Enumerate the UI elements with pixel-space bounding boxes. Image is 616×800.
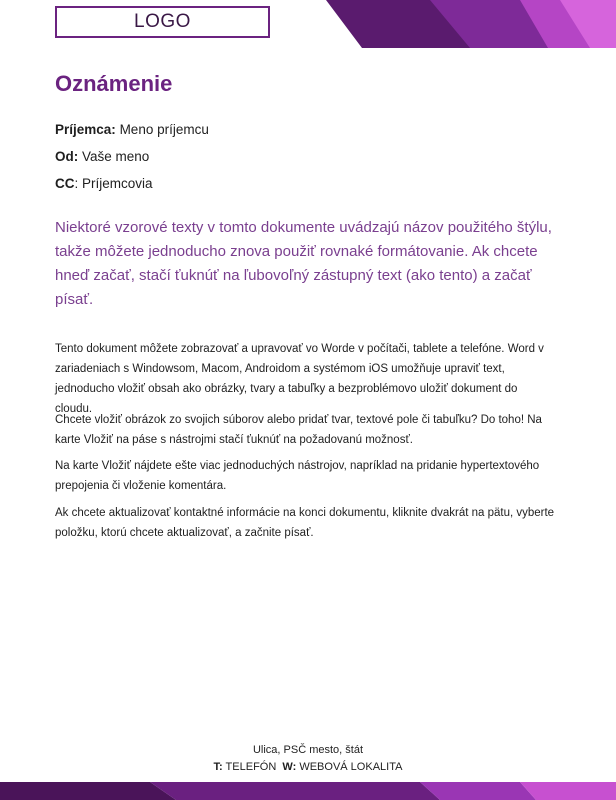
sender-label: Od:: [55, 149, 79, 164]
body-paragraph-3[interactable]: Na karte Vložiť nájdete ešte viac jednoduchých nástrojov, napríklad na pridanie hypertextového prepojenia či vloženie komentára.: [55, 460, 540, 492]
logo-placeholder[interactable]: [55, 6, 270, 38]
lead-paragraph[interactable]: Niektoré vzorové texty v tomto dokumente uvádzajú názov použitého štýlu, takže môžete jednoducho znova použiť rovnaké formátovanie. Ak chcete hneď začať, stačí ťuknúť na ľubovoľný zástupný text (ako tento) a začať písať.: [55, 219, 552, 308]
cc-label: CC: [55, 176, 75, 191]
web-value: WEBOVÁ LOKALITA: [296, 761, 403, 773]
logo-text: LOGO: [134, 11, 191, 32]
cc-line[interactable]: [55, 176, 153, 191]
footer-address[interactable]: Ulica, PSČ mesto, štát: [252, 744, 364, 756]
recipient-line[interactable]: [55, 122, 209, 137]
cc-value: : Príjemcovia: [74, 176, 153, 191]
footer-decoration: [0, 782, 616, 800]
footer-contact[interactable]: [0, 761, 616, 773]
phone-value: TELEFÓN: [222, 761, 277, 773]
document-title[interactable]: Oznámenie: [55, 71, 173, 96]
phone-label: T:: [213, 761, 223, 773]
body-paragraph-1[interactable]: Tento dokument môžete zobrazovať a upravovať vo Worde v počítači, tablete a telefóne. Word v zariadeniach s Windowsom, Macom, Androidom a systémom iOS umožňuje upraviť text, jednoducho vložiť obsah ako obrázky, tvary a tabuľky a bezproblémovo uložiť dokument do cloudu.: [55, 343, 544, 415]
body-paragraph-2[interactable]: Chcete vložiť obrázok zo svojich súborov alebo pridať tvar, textové pole či tabuľku? Do toho! Na karte Vložiť na páse s nástrojmi stačí ťuknúť na požadovanú možnosť.: [55, 414, 542, 446]
recipient-label: Príjemca:: [55, 122, 116, 137]
body-paragraph-4[interactable]: Ak chcete aktualizovať kontaktné informácie na konci dokumentu, kliknite dvakrát na pätu, vyberte položku, ktorú chcete aktualizovať, a začnite písať.: [55, 507, 555, 539]
web-label: W:: [282, 761, 297, 773]
sender-value: Vaše meno: [82, 149, 150, 164]
recipient-value: Meno príjemcu: [119, 122, 209, 137]
sender-line[interactable]: [55, 149, 149, 164]
